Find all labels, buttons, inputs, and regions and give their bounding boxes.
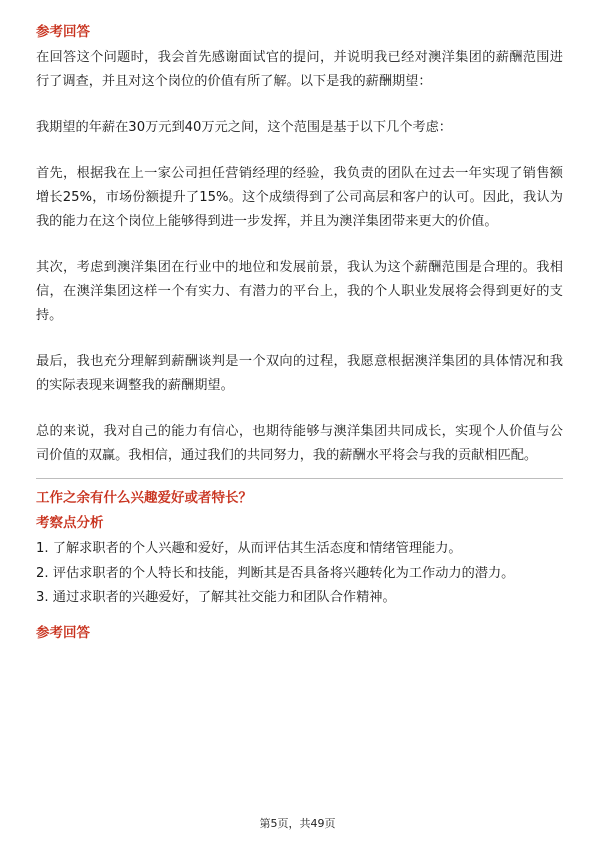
analysis-point: 3. 通过求职者的兴趣爱好，了解其社交能力和团队合作精神。 <box>36 590 396 605</box>
answer-paragraph-first: 首先，根据我在上一家公司担任营销经理的经验，我负责的团队在过去一年实现了销售额增长25%，市场份额提升了15%。这个成绩得到了公司高层和客户的认可。因此，我认为我的能力在这个岗位上能够得到进一步发挥，并且为澳洋集团带来更大的价值。 <box>36 166 563 229</box>
answer-paragraph-second: 其次，考虑到澳洋集团在行业中的地位和发展前景，我认为这个薪酬范围是合理的。我相信，在澳洋集团这样一个有实力、有潜力的平台上，我的个人职业发展将会得到更好的支持。 <box>36 260 563 323</box>
answer-paragraph-intro: 在回答这个问题时，我会首先感谢面试官的提问，并说明我已经对澳洋集团的薪酬范围进行了调查，并且对这个岗位的价值有所了解。以下是我的薪酬期望： <box>36 50 563 89</box>
reference-answer-heading: 参考回答 <box>36 24 90 40</box>
question-heading: 工作之余有什么兴趣爱好或者特长？ <box>36 490 252 506</box>
page-content <box>36 22 563 647</box>
answer-paragraph-finally: 最后，我也充分理解到薪酬谈判是一个双向的过程，我愿意根据澳洋集团的具体情况和我的实际表现来调整我的薪酬期望。 <box>36 354 563 393</box>
section-divider <box>36 478 563 479</box>
analysis-heading: 考察点分析 <box>36 515 104 531</box>
answer-paragraph-salary-range: 我期望的年薪在30万元到40万元之间，这个范围是基于以下几个考虑： <box>36 120 452 135</box>
analysis-point: 1. 了解求职者的个人兴趣和爱好，从而评估其生活态度和情绪管理能力。 <box>36 541 462 556</box>
analysis-point: 2. 评估求职者的个人特长和技能，判断其是否具备将兴趣转化为工作动力的潜力。 <box>36 565 515 581</box>
page-number-footer: 第5页，共49页 <box>259 817 336 830</box>
analysis-points-list <box>36 537 563 611</box>
reference-answer-heading-2: 参考回答 <box>36 624 90 641</box>
answer-paragraph-summary: 总的来说，我对自己的能力有信心，也期待能够与澳洋集团共同成长，实现个人价值与公司价值的双赢。我相信，通过我们的共同努力，我的薪酬水平将会与我的贡献相匹配。 <box>36 424 563 463</box>
